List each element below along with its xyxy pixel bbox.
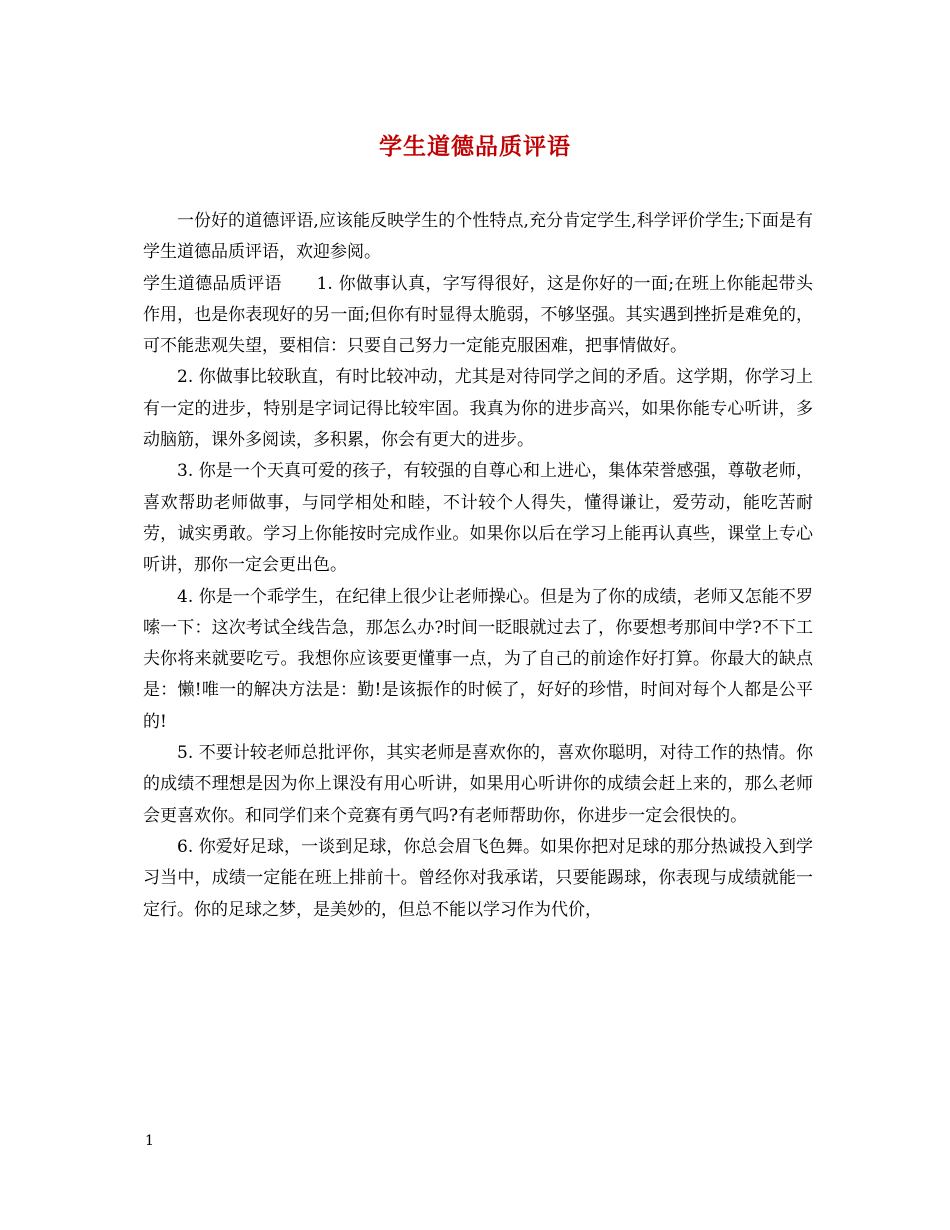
intro-paragraph: 一份好的道德评语,应该能反映学生的个性特点,充分肯定学生,科学评价学生;下面是有学生道德品质评语，欢迎参阅。 xyxy=(143,211,813,263)
comment-paragraph-5: 5. 不要计较老师总批评你，其实老师是喜欢你的，喜欢你聪明，对待工作的热情。你的成绩不理想是因为你上课没有用心听讲，如果用心听讲你的成绩会赶上来的，那么老师会更喜欢你。和同学们来个竞赛有勇气吗?有老师帮助你，你进步一定会很快的。 xyxy=(143,743,813,826)
comment-paragraph-1: 学生道德品质评语 1. 你做事认真，字写得很好，这是你好的一面;在班上你能起带头作用，也是你表现好的另一面;但你有时显得太脆弱，不够坚强。其实遇到挫折是难免的，可不能悲观失望，要相信：只要自己努力一定能克服困难，把事情做好。 xyxy=(143,273,813,357)
document-body xyxy=(143,206,813,926)
comment-paragraph-6: 6. 你爱好足球，一谈到足球，你总会眉飞色舞。如果你把对足球的那分热诚投入到学习当中，成绩一定能在班上排前十。曾经你对我承诺，只要能踢球，你表现与成绩就能一定行。你的足球之梦，是美妙的，但总不能以学习作为代价， xyxy=(143,836,813,920)
comment-paragraph-4: 4. 你是一个乖学生，在纪律上很少让老师操心。但是为了你的成绩，老师又怎能不罗嗦一下：这次考试全线告急，那怎么办?时间一眨眼就过去了，你要想考那间中学?不下工夫你将来就要吃亏。我想你应该要更懂事一点，为了自己的前途作好打算。你最大的缺点是：懒!唯一的解决方法是：勤!是该振作的时候了，好好的珍惜，时间对每个人都是公平的! xyxy=(143,586,813,732)
document-title: 学生道德品质评语 xyxy=(379,133,571,160)
page-number: 1 xyxy=(145,1133,154,1149)
comment-paragraph-2: 2. 你做事比较耿直，有时比较冲动，尤其是对待同学之间的矛盾。这学期，你学习上有一定的进步，特别是字词记得比较牢固。我真为你的进步高兴，如果你能专心听讲，多动脑筋，课外多阅读，多积累，你会有更大的进步。 xyxy=(143,367,813,451)
comment-paragraph-3: 3. 你是一个天真可爱的孩子，有较强的自尊心和上进心，集体荣誉感强，尊敬老师，喜欢帮助老师做事，与同学相处和睦，不计较个人得失，懂得谦让，爱劳动，能吃苦耐劳，诚实勇敢。学习上你能按时完成作业。如果你以后在学习上能再认真些，课堂上专心听讲，那你一定会更出色。 xyxy=(143,461,813,576)
